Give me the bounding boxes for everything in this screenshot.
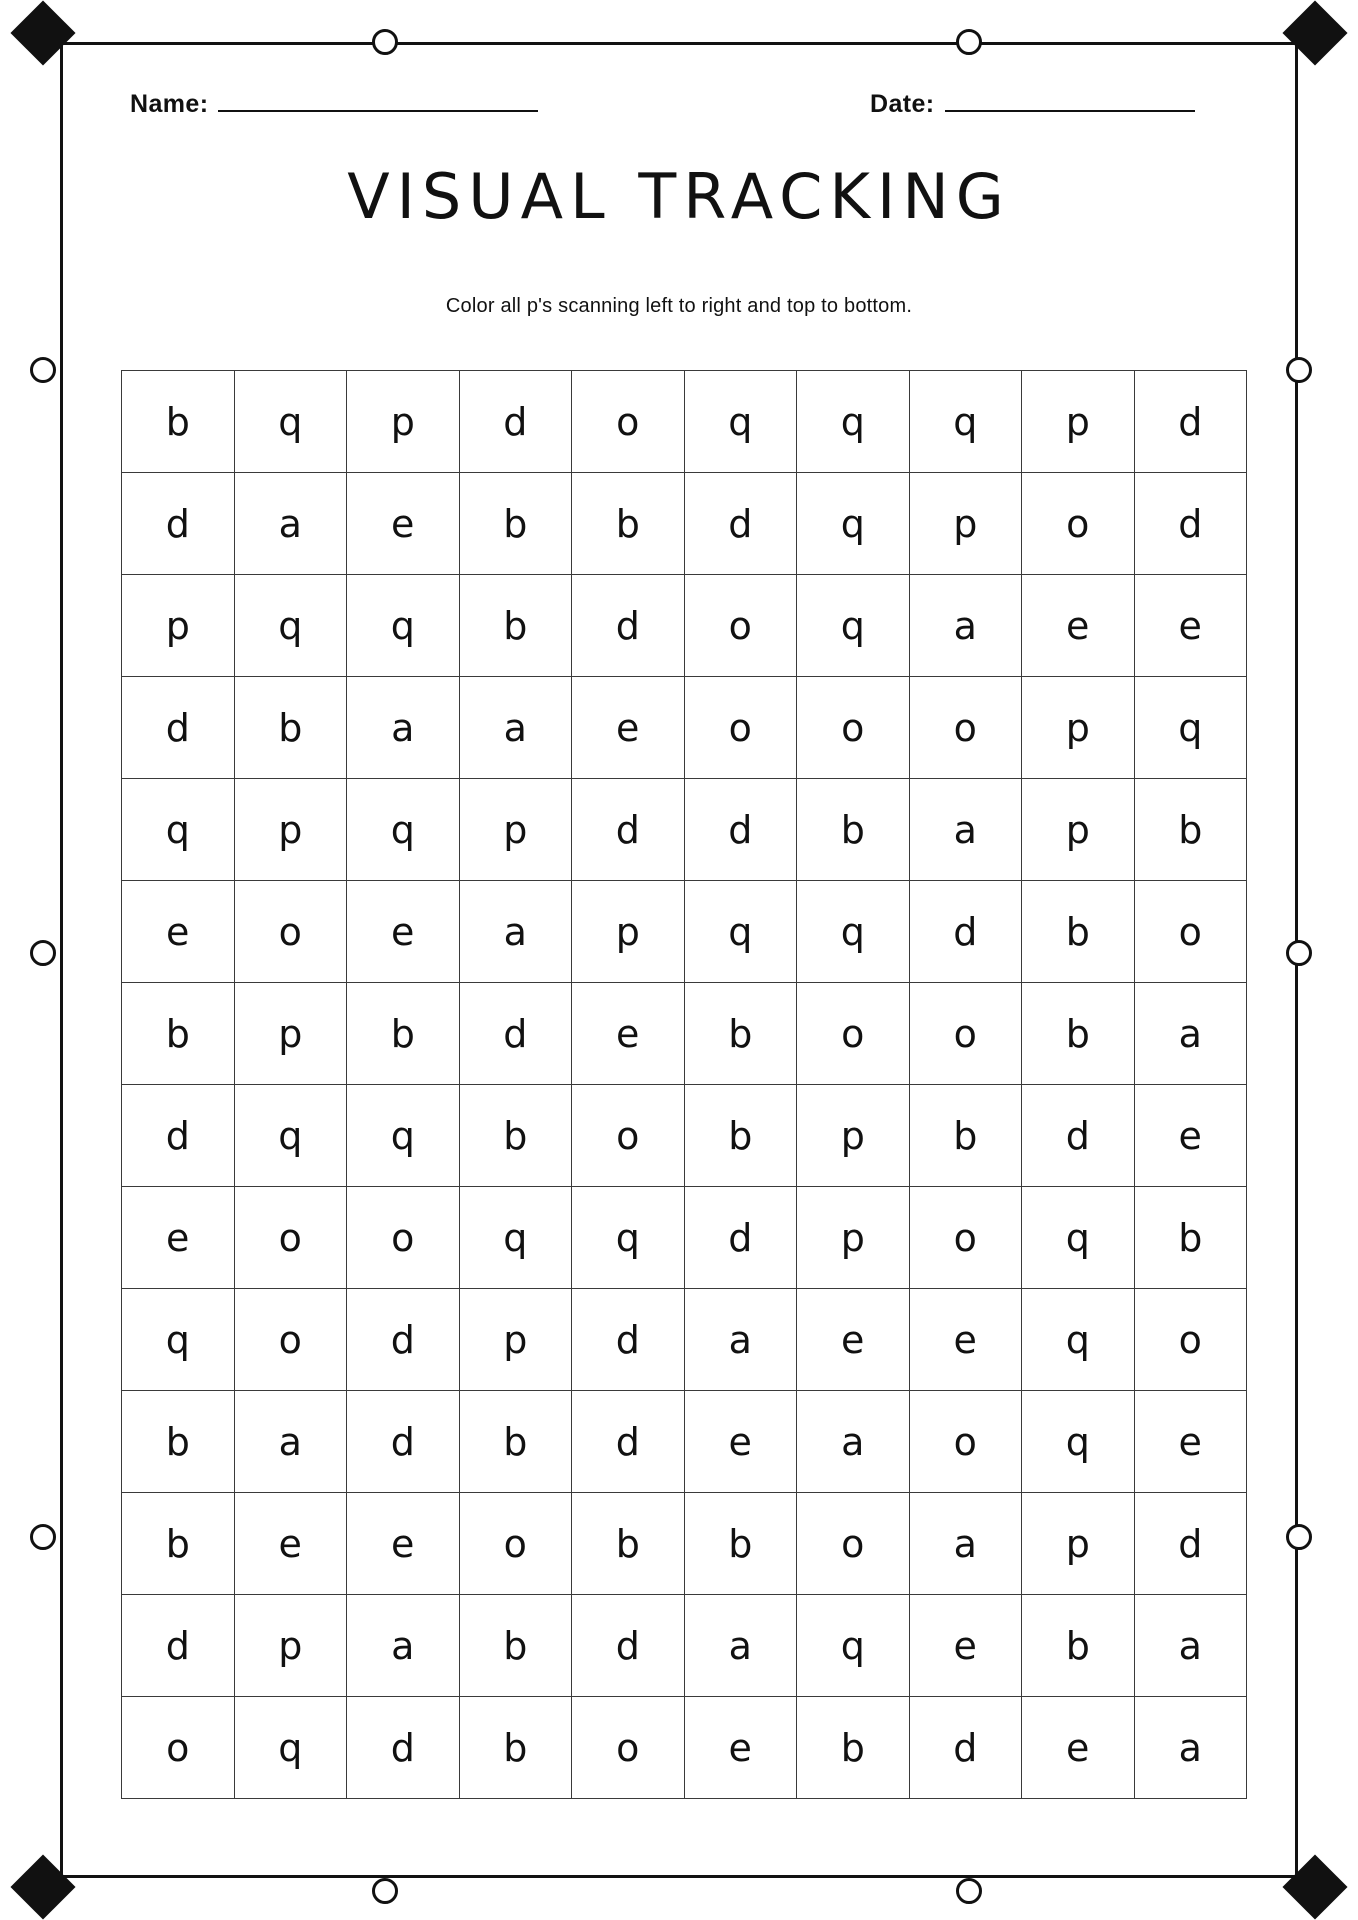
- grid-cell[interactable]: b: [797, 1697, 910, 1799]
- grid-cell[interactable]: p: [459, 779, 572, 881]
- grid-cell[interactable]: b: [122, 371, 235, 473]
- grid-cell[interactable]: d: [572, 1595, 685, 1697]
- grid-cell[interactable]: p: [909, 473, 1022, 575]
- grid-cell[interactable]: p: [1022, 371, 1135, 473]
- grid-cell[interactable]: a: [459, 881, 572, 983]
- grid-cell[interactable]: e: [1022, 1697, 1135, 1799]
- grid-cell[interactable]: e: [1134, 1391, 1247, 1493]
- grid-cell[interactable]: q: [797, 371, 910, 473]
- grid-cell[interactable]: a: [234, 473, 347, 575]
- grid-cell[interactable]: e: [797, 1289, 910, 1391]
- grid-cell[interactable]: e: [347, 1493, 460, 1595]
- grid-cell[interactable]: d: [459, 371, 572, 473]
- grid-cell[interactable]: e: [684, 1697, 797, 1799]
- ring-right-lower-icon: [1286, 1524, 1312, 1550]
- grid-cell[interactable]: q: [572, 1187, 685, 1289]
- grid-cell[interactable]: q: [797, 473, 910, 575]
- ring-right-middle-icon: [1286, 940, 1312, 966]
- grid-cell[interactable]: o: [347, 1187, 460, 1289]
- grid-cell[interactable]: q: [459, 1187, 572, 1289]
- grid-cell[interactable]: a: [909, 575, 1022, 677]
- grid-cell[interactable]: b: [909, 1085, 1022, 1187]
- grid-cell[interactable]: e: [684, 1391, 797, 1493]
- table-row: [122, 1391, 1247, 1493]
- grid-cell[interactable]: d: [909, 1697, 1022, 1799]
- grid-cell[interactable]: q: [234, 1697, 347, 1799]
- grid-cell[interactable]: q: [347, 1085, 460, 1187]
- grid-cell[interactable]: a: [347, 677, 460, 779]
- table-row: [122, 575, 1247, 677]
- grid-cell[interactable]: o: [122, 1697, 235, 1799]
- page-title: VISUAL TRACKING: [347, 160, 1011, 233]
- grid-cell[interactable]: e: [572, 677, 685, 779]
- grid-cell[interactable]: a: [909, 1493, 1022, 1595]
- grid-cell[interactable]: q: [1022, 1187, 1135, 1289]
- table-row: [122, 371, 1247, 473]
- grid-cell[interactable]: a: [1134, 1595, 1247, 1697]
- table-row: [122, 983, 1247, 1085]
- grid-cell[interactable]: e: [909, 1289, 1022, 1391]
- grid-cell[interactable]: o: [684, 575, 797, 677]
- grid-cell[interactable]: e: [347, 473, 460, 575]
- grid-cell[interactable]: e: [347, 881, 460, 983]
- grid-cell[interactable]: q: [347, 575, 460, 677]
- grid-cell[interactable]: o: [1022, 473, 1135, 575]
- grid-cell[interactable]: a: [459, 677, 572, 779]
- grid-cell[interactable]: b: [347, 983, 460, 1085]
- table-row: [122, 779, 1247, 881]
- grid-cell[interactable]: b: [684, 983, 797, 1085]
- grid-cell[interactable]: e: [909, 1595, 1022, 1697]
- grid-cell[interactable]: p: [347, 371, 460, 473]
- ring-bottom-right-icon: [956, 1878, 982, 1904]
- grid-cell[interactable]: a: [684, 1289, 797, 1391]
- grid-cell[interactable]: o: [572, 371, 685, 473]
- grid-cell[interactable]: o: [909, 677, 1022, 779]
- grid-cell[interactable]: d: [572, 779, 685, 881]
- grid-cell[interactable]: o: [684, 677, 797, 779]
- grid-cell[interactable]: d: [122, 1595, 235, 1697]
- grid-cell[interactable]: o: [797, 1493, 910, 1595]
- grid-cell[interactable]: d: [684, 779, 797, 881]
- grid-cell[interactable]: o: [234, 1187, 347, 1289]
- grid-cell[interactable]: p: [234, 779, 347, 881]
- table-row: [122, 1493, 1247, 1595]
- grid-cell[interactable]: q: [347, 779, 460, 881]
- grid-cell[interactable]: e: [122, 1187, 235, 1289]
- grid-cell[interactable]: e: [1134, 1085, 1247, 1187]
- grid-cell[interactable]: d: [122, 473, 235, 575]
- table-row: [122, 1085, 1247, 1187]
- grid-cell[interactable]: q: [1022, 1391, 1135, 1493]
- grid-cell[interactable]: b: [1022, 1595, 1135, 1697]
- grid-cell[interactable]: b: [1022, 983, 1135, 1085]
- grid-cell[interactable]: b: [1022, 881, 1135, 983]
- grid-cell[interactable]: d: [684, 1187, 797, 1289]
- grid-cell[interactable]: e: [1022, 575, 1135, 677]
- grid-cell[interactable]: a: [797, 1391, 910, 1493]
- grid-cell[interactable]: o: [572, 1085, 685, 1187]
- grid-cell[interactable]: b: [572, 1493, 685, 1595]
- grid-cell[interactable]: e: [1134, 575, 1247, 677]
- table-row: [122, 1187, 1247, 1289]
- grid-cell[interactable]: a: [1134, 983, 1247, 1085]
- ring-bottom-left-icon: [372, 1878, 398, 1904]
- grid-cell[interactable]: q: [909, 371, 1022, 473]
- ring-left-lower-icon: [30, 1524, 56, 1550]
- table-row: [122, 473, 1247, 575]
- grid-cell[interactable]: e: [122, 881, 235, 983]
- grid-cell[interactable]: q: [1134, 677, 1247, 779]
- grid-cell[interactable]: o: [572, 1697, 685, 1799]
- grid-cell[interactable]: p: [1022, 1493, 1135, 1595]
- grid-cell[interactable]: a: [1134, 1697, 1247, 1799]
- grid-cell[interactable]: b: [684, 1493, 797, 1595]
- grid-cell[interactable]: a: [347, 1595, 460, 1697]
- grid-cell[interactable]: d: [572, 575, 685, 677]
- grid-cell[interactable]: p: [1022, 779, 1135, 881]
- grid-cell[interactable]: p: [797, 1187, 910, 1289]
- grid-cell[interactable]: e: [572, 983, 685, 1085]
- grid-cell[interactable]: b: [1134, 1187, 1247, 1289]
- grid-cell[interactable]: a: [234, 1391, 347, 1493]
- grid-cell[interactable]: b: [122, 983, 235, 1085]
- grid-cell[interactable]: q: [234, 575, 347, 677]
- grid-cell[interactable]: o: [1134, 1289, 1247, 1391]
- grid-cell[interactable]: o: [797, 677, 910, 779]
- grid-cell[interactable]: b: [459, 1085, 572, 1187]
- grid-cell[interactable]: p: [122, 575, 235, 677]
- grid-cell[interactable]: p: [797, 1085, 910, 1187]
- grid-cell[interactable]: e: [234, 1493, 347, 1595]
- date-field[interactable]: [870, 88, 1195, 119]
- grid-cell[interactable]: o: [909, 1187, 1022, 1289]
- grid-cell[interactable]: b: [122, 1493, 235, 1595]
- grid-cell[interactable]: q: [797, 1595, 910, 1697]
- grid-cell[interactable]: q: [234, 371, 347, 473]
- grid-cell[interactable]: d: [572, 1289, 685, 1391]
- grid-cell[interactable]: q: [797, 881, 910, 983]
- ring-top-right-icon: [956, 29, 982, 55]
- date-write-line[interactable]: [945, 88, 1195, 112]
- grid-cell[interactable]: d: [347, 1697, 460, 1799]
- name-label: Name:: [130, 90, 209, 118]
- grid-cell[interactable]: p: [234, 983, 347, 1085]
- grid-cell[interactable]: b: [234, 677, 347, 779]
- grid-cell[interactable]: d: [347, 1289, 460, 1391]
- grid-cell[interactable]: q: [122, 1289, 235, 1391]
- grid-cell[interactable]: d: [1134, 473, 1247, 575]
- table-row: [122, 1595, 1247, 1697]
- grid-cell[interactable]: b: [1134, 779, 1247, 881]
- grid-cell[interactable]: p: [459, 1289, 572, 1391]
- grid-cell[interactable]: o: [797, 983, 910, 1085]
- grid-cell[interactable]: a: [909, 779, 1022, 881]
- grid-cell[interactable]: o: [459, 1493, 572, 1595]
- ring-left-upper-icon: [30, 357, 56, 383]
- ring-top-left-icon: [372, 29, 398, 55]
- table-row: [122, 1289, 1247, 1391]
- table-row: [122, 881, 1247, 983]
- grid-cell[interactable]: o: [909, 1391, 1022, 1493]
- grid-cell[interactable]: b: [459, 1697, 572, 1799]
- grid-cell[interactable]: a: [684, 1595, 797, 1697]
- student-info-row: [130, 88, 1230, 128]
- grid-cell[interactable]: b: [122, 1391, 235, 1493]
- grid-cell[interactable]: d: [1134, 371, 1247, 473]
- name-field[interactable]: [130, 88, 538, 119]
- letter-grid-container: [121, 370, 1236, 1799]
- letter-grid: [121, 370, 1247, 1799]
- ring-right-upper-icon: [1286, 357, 1312, 383]
- grid-cell[interactable]: d: [122, 1085, 235, 1187]
- grid-cell[interactable]: o: [909, 983, 1022, 1085]
- table-row: [122, 1697, 1247, 1799]
- grid-cell[interactable]: b: [459, 1391, 572, 1493]
- grid-cell[interactable]: o: [1134, 881, 1247, 983]
- grid-cell[interactable]: p: [1022, 677, 1135, 779]
- grid-cell[interactable]: q: [1022, 1289, 1135, 1391]
- grid-cell[interactable]: q: [684, 881, 797, 983]
- grid-cell[interactable]: p: [572, 881, 685, 983]
- grid-cell[interactable]: b: [684, 1085, 797, 1187]
- date-label: Date:: [870, 90, 935, 118]
- grid-cell[interactable]: b: [459, 1595, 572, 1697]
- grid-cell[interactable]: d: [572, 1391, 685, 1493]
- ring-left-middle-icon: [30, 940, 56, 966]
- grid-cell[interactable]: o: [234, 881, 347, 983]
- grid-cell[interactable]: d: [684, 473, 797, 575]
- grid-cell[interactable]: d: [909, 881, 1022, 983]
- grid-cell[interactable]: b: [459, 575, 572, 677]
- grid-cell[interactable]: d: [122, 677, 235, 779]
- grid-cell[interactable]: q: [797, 575, 910, 677]
- grid-cell[interactable]: q: [234, 1085, 347, 1187]
- name-write-line[interactable]: [218, 88, 538, 112]
- grid-cell[interactable]: d: [459, 983, 572, 1085]
- table-row: [122, 677, 1247, 779]
- grid-cell[interactable]: p: [234, 1595, 347, 1697]
- grid-cell[interactable]: o: [234, 1289, 347, 1391]
- grid-cell[interactable]: q: [684, 371, 797, 473]
- grid-cell[interactable]: q: [122, 779, 235, 881]
- grid-cell[interactable]: b: [797, 779, 910, 881]
- grid-cell[interactable]: b: [459, 473, 572, 575]
- grid-cell[interactable]: d: [1134, 1493, 1247, 1595]
- grid-cell[interactable]: d: [1022, 1085, 1135, 1187]
- grid-cell[interactable]: b: [572, 473, 685, 575]
- grid-cell[interactable]: d: [347, 1391, 460, 1493]
- instructions-text: Color all p's scanning left to right and top to bottom.: [445, 295, 913, 317]
